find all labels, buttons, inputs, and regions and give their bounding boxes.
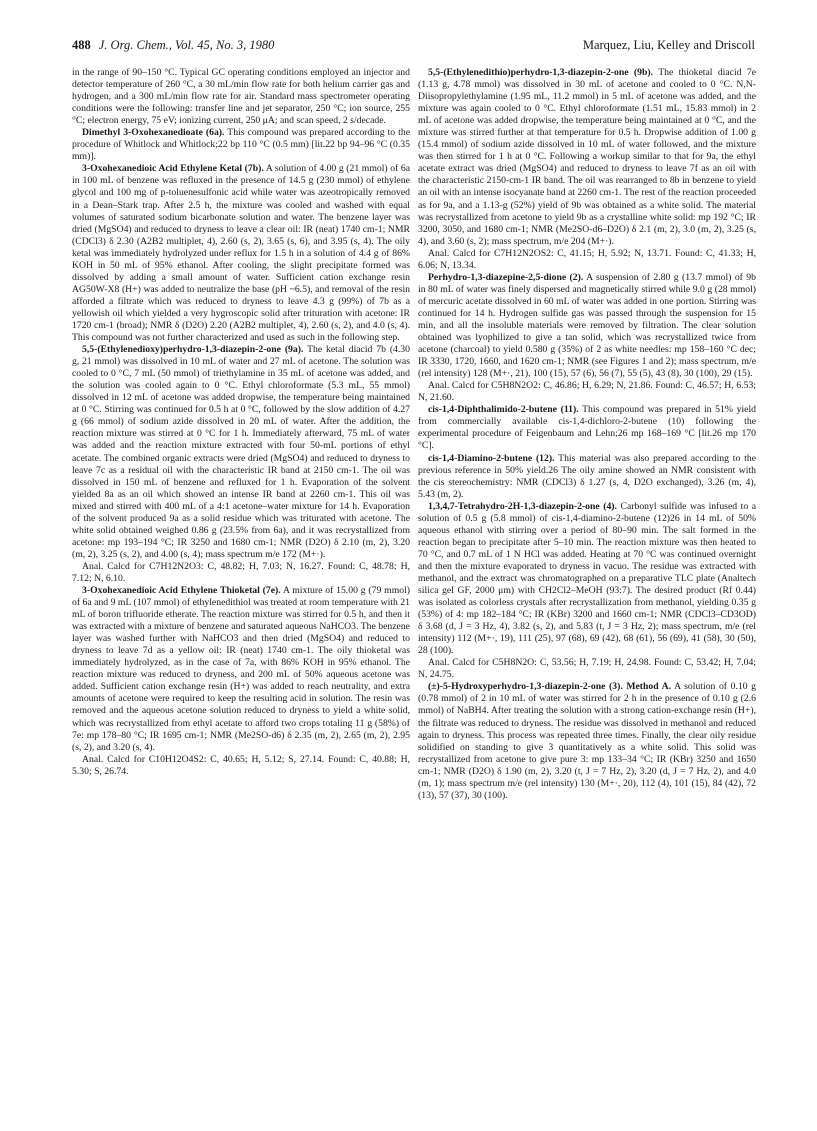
paragraph-text: A suspension of 2.80 g (13.7 mmol) of 9b in 80 mL of water was finely dispersed and magnetically stirred while 9.0 g (28 mmol) of mercuric acetate dissolved in 60 mL of water was added in one portion. Stirring was continued for 14 h. Hydrogen sulfide gas was passed through the suspension for 15 min, and all the insoluble materials were removed by filtration. The clear solution obtained was lyophilized to give a tan solid, which was recrystallized twice from acetone (charcoal) to yield 0.580 g (35%) of 2 as white needles: mp 158–160 °C dec; IR 3330, 1720, 1660, and 1620 cm-1; NMR (see Figures 1 and 2); mass spectrum, m/e (rel intensity) 128 (M+·, 21), 100 (15), 57 (6), 56 (7), 55 (5), 43 (8), 30 (100), 29 (15). — [418, 271, 756, 380]
paragraph — [418, 501, 756, 658]
paragraph-text: The thioketal diacid 7e (1.13 g, 4.78 mmol) was dissolved in 30 mL of acetone and cooled to 0 °C. N,N-Diisopropylethylamine (1.95 mL, 11.2 mmol) in 5 mL of acetone was added, and the mixture was again cooled to 0 °C. Ethyl chloroformate (1.51 mL, 15.83 mmol) in 2 mL of acetone was added dropwise, the temperature being maintained at 0 °C, and the mixture was stirred further at that temperature for 0.5 h. Dropwise addition of 1.00 g (15.4 mmol) of sodium azide dissolved in 10 mL of water followed, and the mixture was then stirred for 1 h at 0 °C. Following a workup similar to that for 9a, the ethyl acetate extract was dried (MgSO4) and reduced to dryness to leave 7f as an oil with the characteristic 2150-cm-1 IR band. The oil was rearranged to 8b in benzene to yield an oil with an intense isocyanate band at 2260 cm-1. The rest of the reaction proceeded as for 9a, and a 1.13-g (52%) yield of 9b was obtained as a white solid. The material was recrystallized from acetone to yield 9b as a crystalline white solid: mp 192 °C; IR 3200, 3050, and 1680 cm-1; NMR (Me2SO-d6–D2O) δ 2.1 (m, 2), 3.0 (m, 2), 3.25 (s, 4), and 3.60 (s, 2); mass spectrum, m/e 204 (M+·). — [418, 67, 756, 247]
paragraph — [72, 127, 410, 163]
paragraph — [72, 561, 410, 585]
section-heading: cis-1,4-Diphthalimido-2-butene (11). — [428, 404, 579, 416]
paragraph-text: A solution of 4.00 g (21 mmol) of 6a in 100 mL of benzene was refluxed in the presence of 14.5 g (230 mmol) of ethylene glycol and 100 mg of p-toluenesulfonic acid while water was azeotropically removed in a Dean–Stark trap. After 2.5 h, the mixture was cooled and washed with equal volumes of saturated sodium bicarbonate solution and water. The benzene layer was dried (MgSO4) and reduced to dryness to leave a clear oil: IR (neat) 1740 cm-1; NMR (CDCl3) δ 2.30 (A2B2 multiplet, 4), 2.60 (s, 2), 3.65 (s, 6), and 3.95 (s, 4). The oily ketal was immediately hydrolyzed under reflux for 1.5 h in a solution of 4.4 g of 86% KOH in 50 mL of 95% ethanol. After cooling, the slight precipitate formed was dissolved by adding a small amount of water. Sufficient cation exchange resin AG50W-X8 (H+) was added to neutralize the base (pH ~6.5), and removal of the resin afforded a filtrate which was reduced to dryness to leave 4.3 g (99%) of 7b as a yellowish oil which yielded a very hygroscopic solid after trituration with acetone: IR 1720 cm-1 (broad); NMR δ (D2O) 2.20 (A2B2 multiplet, 4), 2.60 (s, 2), and 4.0 (s, 4). This compound was not further characterized and used as such in the following step. — [72, 163, 410, 344]
paragraph-text: A mixture of 15.00 g (79 mmol) of 6a and 9 mL (107 mmol) of ethylenedithiol was treated at room temperature with 21 mL of boron trifluoride etherate. The reaction mixture was stirred for 0.5 h, and then it was extracted with a mixture of benzene and saturated aqueous NaHCO3. The benzene layer was washed further with NaHCO3 and then dried (MgSO4) and reduced to dryness to leave 7d as a yellow oil: IR (neat) 1740 cm-1. The oily thioketal was immediately hydrolyzed, as in the case of 7a, with 86% KOH in 95% ethanol. The reaction mixture was reduced to dryness, and 200 mL of 50% aqueous acetone was added. Sufficient cation exchange resin (H+) was added to reach neutrality, and extra amounts of acetone were required to keep the resulting acid in solution. The resin was removed and the aqueous acetone solution reduced to dryness to yield a white solid, which was recrystallized from ethyl acetate to afford two crops totaling 11 g (58%) of 7e: mp 178–80 °C; IR 1695 cm-1; NMR (Me2SO-d6) δ 2.35 (m, 2), 2.65 (m, 2), 2.95 (s, 2), and 3.20 (s, 4). — [72, 585, 410, 753]
paragraph — [72, 163, 410, 344]
page-header — [72, 38, 755, 56]
paragraph — [72, 585, 410, 754]
paragraph-text: Anal. Calcd for C5H8N2O2: C, 46.86; H, 6.29; N, 21.86. Found: C, 46.57; H, 6.53; N, 21.60. — [418, 380, 756, 404]
paragraph — [418, 657, 756, 681]
paragraph-text: Anal. Calcd for C7H12N2O3: C, 48.82; H, 7.03; N, 16.27. Found: C, 48.78; H, 7.12; N, 6.10. — [72, 560, 410, 584]
left-column — [72, 67, 410, 778]
paragraph — [418, 67, 756, 248]
paragraph-text: The ketal diacid 7b (4.30 g, 21 mmol) was dissolved in 10 mL of water and 27 mL of acetone. The solution was cooled to 0 °C, 7 mL (50 mmol) of triethylamine in 35 mL of acetone was added, and the solution was cooled again to 0 °C. Ethyl chloroformate (5.3 mL, 55 mmol) dissolved in 12 mL of acetone was added dropwise, the temperature being maintained at 0 °C. Stirring was continued for 0.5 h at 0 °C, followed by the slow addition of 4.27 g (66 mmol) of sodium azide dissolved in 20 mL of water. After the addition, the reaction mixture was stirred at 0 °C for 1 h. Immediately afterward, 75 mL of water was added and the reaction mixture extracted with four 50-mL portions of ethyl acetate. The combined organic extracts were dried (MgSO4) and reduced to dryness to leave 7c as a residual oil with the characteristic IR band at 2150 cm-1. The oil was dissolved in 150 mL of benzene and refluxed for 1 h. Evaporation of the solvent yielded 8a as an oil which showed an intense IR band at 2260 cm-1. This oil was mixed and stirred with 400 mL of a 4:1 acetone–water mixture for 14 h. Evaporation of the solvent produced 9a as a solid residue which was triturated with acetone. The white solid obtained weighed 0.86 g (23.5% from 6a), and it was recrystallized from acetone: mp 193–194 °C; IR 3250 and 1680 cm-1; NMR (D2O) δ 2.10 (m, 2), 3.20 (m, 2), 3.25 (s, 2), and 4.00 (s, 4); mass spectrum m/e 172 (M+·). — [72, 344, 410, 560]
header-left — [72, 38, 274, 53]
paragraph-text: Carbonyl sulfide was infused to a solution of 0.5 g (5.8 mmol) of cis-1,4-diamino-2-butene (12)26 in 14 mL of 50% aqueous ethanol with stirring over a period of 80–90 min. The salt formed in the reaction began to precipitate after 5–10 min. The reaction mixture was then heated to 70 °C, and 0.7 mL of 1 N HCl was added. Heating at 70 °C was continued overnight and then the mixture evaporated to dryness in vacuo. The residue was extracted with methanol, and the extract was chromatographed on a preparative TLC plate (Analtech silica gel GF, 2000 μm) with CH2Cl2–MeOH (93:7). The desired product (Rf 0.44) was isolated as colorless crystals after recrystallization from methanol, yielding 0.35 g (53%) of 4: mp 182–184 °C; IR (KBr) 3200 and 1660 cm-1; NMR (CDCl3–CD3OD) δ 3.68 (d, J = 3 Hz, 4), 3.82 (s, 2), and 5.83 (t, J = 3 Hz, 2); mass spectrum, m/e (rel intensity) 112 (M+·, 19), 111 (25), 97 (68), 69 (42), 68 (61), 56 (69), 41 (58), 30 (50), 28 (100). — [418, 500, 757, 657]
paragraph — [418, 404, 756, 452]
paragraph — [418, 272, 756, 380]
paragraph-text: in the range of 90–150 °C. Typical GC operating conditions employed an injector and detector temperature of 260 °C, a 30 mL/min flow rate for both helium carrier gas and hydrogen, and a 300 mL/min flow rate for air. Standard mass spectrometer operating conditions were the following: transfer line and jet separator, 250 °C; ion source, 255 °C; electron energy, 75 eV; ionizing current, 250 μA; and scan speed, 2 s/decade. — [72, 67, 410, 127]
section-heading: Dimethyl 3-Oxohexanedioate (6a). — [82, 127, 225, 139]
section-heading: 1,3,4,7-Tetrahydro-2H-1,3-diazepin-2-one (4). — [428, 500, 617, 512]
paragraph-text: Anal. Calcd for C5H8N2O: C, 53.56; H, 7.19; H, 24.98. Found: C, 53.42; H, 7.04; N, 24.75. — [418, 657, 756, 681]
section-heading: (±)-5-Hydroxyperhydro-1,3-diazepin-2-one (3). Method A. — [428, 681, 672, 693]
section-heading: 5,5-(Ethylenedithio)perhydro-1,3-diazepin-2-one (9b). — [428, 67, 654, 78]
right-column — [418, 67, 756, 802]
paragraph — [418, 681, 756, 801]
paragraph — [418, 453, 756, 501]
paragraph — [72, 67, 410, 127]
paragraph — [418, 380, 756, 404]
section-heading: cis-1,4-Diamino-2-butene (12). — [428, 452, 555, 464]
paragraph-text: This compound was prepared according to the procedure of Whitlock and Whitlock;22 bp 110 °C (0.5 mm) [lit.22 bp 94–96 °C (0.35 mm)]. — [72, 127, 411, 163]
paragraph-text: This material was also prepared according to the previous reference in 50% yield.26 The oily amine showed an NMR consistent with the cis stereochemistry: NMR (CDCl3) δ 1.27 (s, 4, D2O exchanged), 3.26 (m, 4), 5.43 (m, 2). — [418, 452, 756, 500]
paragraph — [72, 344, 410, 561]
paragraph-text: A solution of 0.10 g (0.78 mmol) of 2 in 10 mL of water was stirred for 2 h in the presence of 0.10 g (2.6 mmol) of NaBH4. After treating the solution with a strong cation-exchange resin (H+), the filtrate was reduced to dryness. The residue was dissolved in methanol and reduced again to dryness. This process was repeated three times. Finally, the clear oily residue solidified on standing to give 3 quantitatively as a white solid. This solid was recrystallized from acetone to give pure 3: mp 133–34 °C; IR (KBr) 3250 and 1650 cm-1; NMR (D2O) δ 1.90 (m, 2), 3.20 (t, J = 7 Hz, 2), 3.20 (d, J = 7 Hz, 2), and 4.0 (m, 1); mass spectrum m/e (rel intensity) 130 (M+·, 20), 112 (4), 101 (15), 84 (42), 72 (13), 57 (37), 30 (100). — [418, 681, 756, 801]
paragraph-text: This compound was prepared in 51% yield from commercially available cis-1,4-dichloro-2-butene (10) following the experimental procedure of Feigenbaum and Lehn;26 mp 168–169 °C [lit.26 mp 170 °C]. — [418, 404, 756, 452]
header-authors: Marquez, Liu, Kelley and Driscoll — [582, 38, 755, 52]
paragraph — [418, 248, 756, 272]
section-heading: 3-Oxohexanedioic Acid Ethylene Thioketal (7e). — [82, 585, 281, 597]
journal-citation: J. Org. Chem., Vol. 45, No. 3, 1980 — [98, 38, 275, 52]
page-number: 488 — [72, 38, 91, 52]
section-heading: 3-Oxohexanedioic Acid Ethylene Ketal (7b). — [82, 163, 264, 175]
paragraph-text: Anal. Calcd for C7H12N2OS2: C, 41.15; H, 5.92; N, 13.71. Found: C, 41.33; H, 6.06; N, 13.34. — [418, 247, 756, 271]
section-heading: 5,5-(Ethylenedioxy)perhydro-1,3-diazepin-2-one (9a). — [82, 344, 304, 356]
paragraph — [72, 754, 410, 778]
paragraph-text: Anal. Calcd for C10H12O4S2: C, 40.65; H, 5.12; S, 27.14. Found: C, 40.88; H, 5.30; S, 26.74. — [72, 753, 410, 777]
section-heading: Perhydro-1,3-diazepine-2,5-dione (2). — [428, 271, 584, 283]
